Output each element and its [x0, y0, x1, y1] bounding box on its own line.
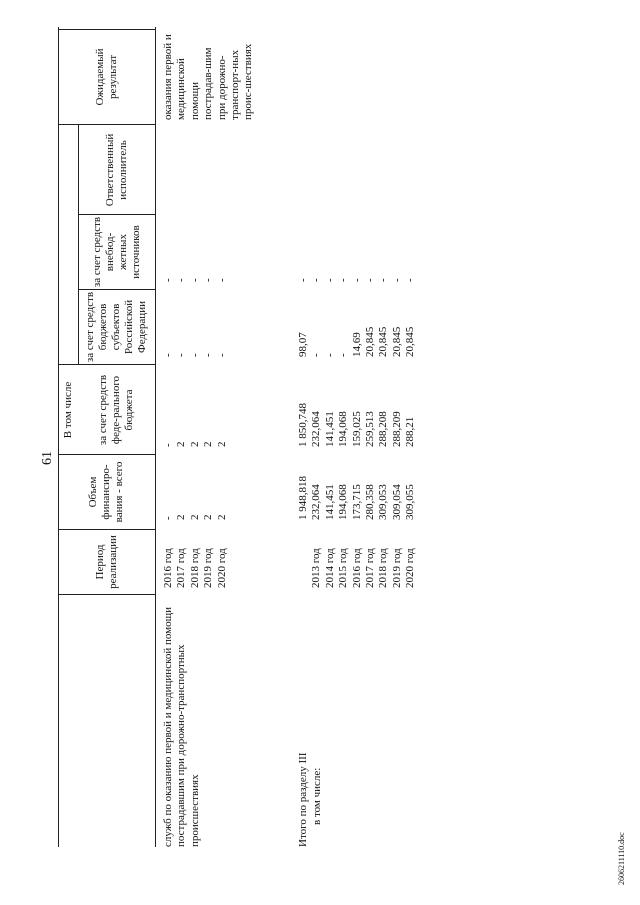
col-divider-5 — [78, 289, 155, 290]
extra-cell: - — [390, 278, 403, 282]
regional-cell: - — [323, 353, 336, 357]
extra-cell: - — [310, 278, 323, 282]
federal-cell: 1 850,748 — [297, 403, 309, 447]
total-cell: 309,054 — [390, 484, 403, 520]
extra-cell: - — [377, 278, 390, 282]
federal-cell: 194,068 — [337, 411, 350, 447]
extra-cell: - — [202, 278, 215, 282]
block2-extra — [297, 278, 418, 282]
header-total: Объем финансиро-вания - всего — [87, 461, 125, 523]
block2-total — [297, 476, 418, 520]
regional-cell: - — [215, 353, 228, 357]
year-cell: 2020 год — [215, 548, 228, 588]
total-cell: 1 948,818 — [297, 476, 309, 520]
footer-file-code: 2606211110.doc — [617, 832, 626, 885]
year-cell: 2018 год — [188, 548, 201, 588]
extra-cell: - — [162, 278, 174, 282]
header-result: Ожидаемый результат — [93, 48, 119, 106]
header-extra: за счет средств внебюд-жетных источников — [90, 216, 142, 288]
block1-regional — [162, 353, 229, 357]
federal-cell: 288,209 — [390, 411, 403, 447]
header-regional: за счет средств бюджетов субъектов Российской Федерации — [84, 291, 148, 363]
regional-cell: 20,845 — [377, 326, 390, 357]
year-cell — [297, 548, 310, 588]
regional-cell: 20,845 — [363, 326, 376, 357]
extra-cell: - — [350, 278, 363, 282]
federal-cell: 2 — [202, 441, 215, 447]
year-cell: 2019 год — [202, 548, 215, 588]
extra-cell: - — [175, 278, 188, 282]
regional-cell: - — [175, 353, 188, 357]
header-in-that: В том числе — [61, 381, 74, 439]
total-cell: 280,358 — [363, 484, 376, 520]
block2-name: Итого по разделу III — [297, 752, 309, 847]
block2-federal — [297, 403, 418, 447]
year-cell: 2019 год — [390, 548, 403, 588]
total-cell: 194,068 — [337, 484, 350, 520]
block2-sub: в том числе: — [311, 767, 323, 825]
year-cell: 2017 год — [175, 548, 188, 588]
header-period: Период реализации — [93, 535, 119, 589]
year-cell: 2013 год — [310, 548, 323, 588]
header-subgroup-line — [78, 125, 79, 365]
block1-result: оказания первой и медицинской помощи пострадав-шим при дорожно-транспорт-ных проис-шествиях — [162, 34, 255, 120]
total-cell: 2 — [202, 514, 215, 520]
col-divider-2 — [58, 529, 155, 530]
year-cell: 2015 год — [337, 548, 350, 588]
total-cell: 173,715 — [350, 484, 363, 520]
header-executor: Ответственный исполнитель — [103, 133, 129, 207]
year-cell: 2017 год — [363, 548, 376, 588]
year-cell: 2020 год — [404, 548, 417, 588]
year-cell: 2016 год — [162, 548, 174, 588]
header-bottom-border — [155, 27, 156, 847]
block1-years — [162, 548, 229, 588]
regional-cell: 20,845 — [390, 326, 403, 357]
regional-cell: - — [188, 353, 201, 357]
year-cell: 2016 год — [350, 548, 363, 588]
regional-cell: 14,69 — [350, 332, 363, 357]
federal-cell: 141,451 — [323, 411, 336, 447]
federal-cell: 288,21 — [404, 416, 417, 447]
regional-cell: - — [162, 353, 174, 357]
header-federal: за счет средств феде-рального бюджета — [97, 374, 135, 446]
regional-cell: 98,07 — [297, 332, 309, 357]
federal-cell: 2 — [188, 441, 201, 447]
total-cell: 232,064 — [310, 484, 323, 520]
extra-cell: - — [188, 278, 201, 282]
year-cell: 2018 год — [377, 548, 390, 588]
col-divider-3 — [58, 454, 155, 455]
total-cell: 2 — [215, 514, 228, 520]
extra-cell: - — [404, 278, 417, 282]
federal-cell: 2 — [175, 441, 188, 447]
col-divider-1 — [58, 594, 155, 595]
total-cell: 2 — [175, 514, 188, 520]
total-cell: 309,053 — [377, 484, 390, 520]
total-cell: 141,451 — [323, 484, 336, 520]
regional-cell: 20,845 — [404, 326, 417, 357]
block2-regional — [297, 327, 418, 357]
total-cell: 309,055 — [404, 484, 417, 520]
block1-name: служб по оказанию первой и медицинской помощи пострадавшим при дорожно-транспортных происшествиях — [162, 607, 201, 847]
total-cell: - — [162, 516, 174, 520]
federal-cell: 232,064 — [310, 411, 323, 447]
block1-federal — [162, 442, 229, 448]
year-cell: 2014 год — [323, 548, 336, 588]
regional-cell: - — [310, 353, 323, 357]
extra-cell: - — [297, 278, 309, 282]
block1-total — [162, 515, 229, 521]
regional-cell: - — [202, 353, 215, 357]
extra-cell: - — [323, 278, 336, 282]
extra-cell: - — [363, 278, 376, 282]
block1-extra — [162, 278, 229, 282]
extra-cell: - — [337, 278, 350, 282]
federal-cell: 288,208 — [377, 411, 390, 447]
federal-cell: - — [162, 443, 174, 447]
extra-cell: - — [215, 278, 228, 282]
col-divider-8 — [58, 29, 155, 30]
col-divider-6 — [78, 214, 155, 215]
total-cell: 2 — [188, 514, 201, 520]
col-divider-7 — [58, 124, 155, 125]
federal-cell: 259,513 — [363, 411, 376, 447]
regional-cell: - — [337, 353, 350, 357]
block2-years — [297, 548, 418, 588]
col-divider-4 — [58, 364, 155, 365]
federal-cell: 159,025 — [350, 411, 363, 447]
page-number: 61 — [40, 451, 55, 465]
federal-cell: 2 — [215, 441, 228, 447]
